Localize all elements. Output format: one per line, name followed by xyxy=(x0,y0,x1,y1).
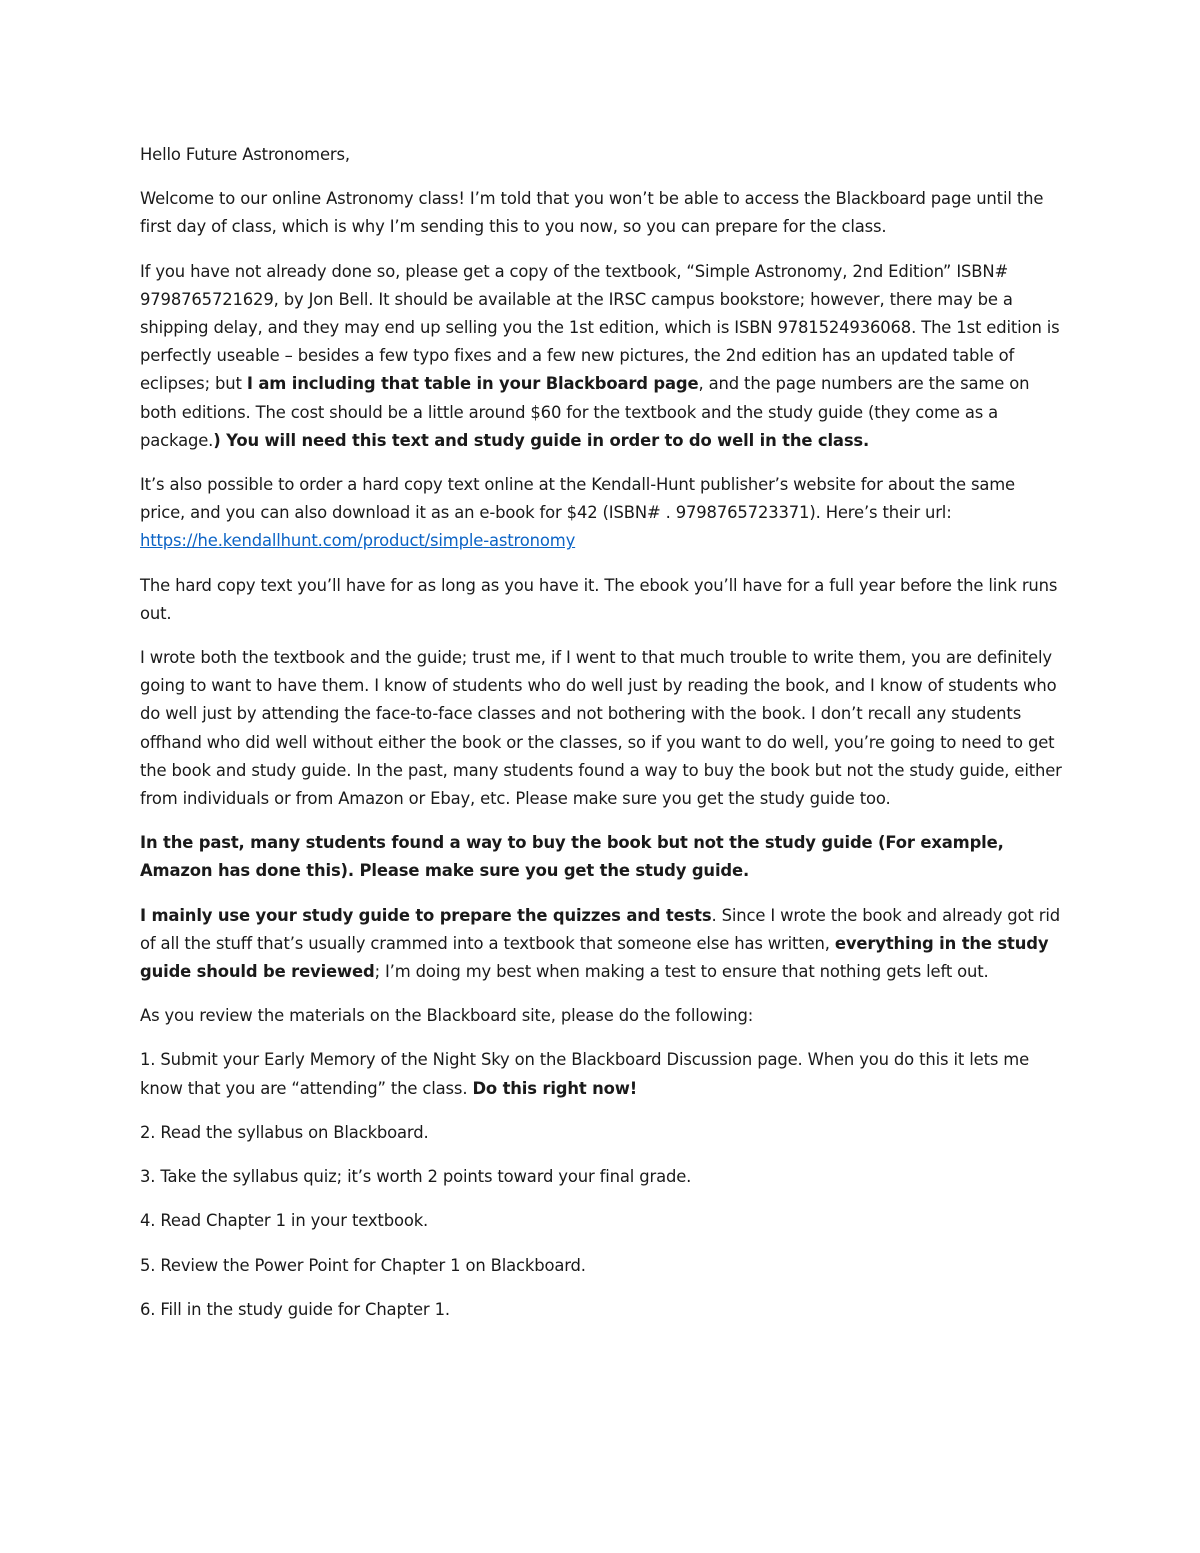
textbook-bold-table: I am including that table in your Blackboard page xyxy=(246,374,699,394)
paragraph-welcome: Welcome to our online Astronomy class! I’m told that you won’t be able to access the Blackboard page until the first day of class, which is why I’m sending this to you now, so you can prepare for the class. xyxy=(140,189,1044,237)
step-5: 5. Review the Power Point for Chapter 1 on Blackboard. xyxy=(140,1255,586,1275)
letter-body xyxy=(140,141,1062,1340)
study-guide-text: . Since I wrote the book and already got rid of all the stuff that’s usually crammed into a textbook that someone else has written, xyxy=(140,905,1061,953)
paragraph-order-online xyxy=(140,471,1062,556)
paragraph-instructions: As you review the materials on the Blackboard site, please do the following: xyxy=(140,1006,754,1026)
paragraph-study-guide xyxy=(140,902,1062,987)
paragraph-hardcopy: The hard copy text you’ll have for as long as you have it. The ebook you’ll have for a full year before the link runs out. xyxy=(140,575,1058,623)
step-1-bold: Do this right now! xyxy=(472,1078,638,1098)
study-guide-text-end: ; I’m doing my best when making a test to ensure that nothing gets left out. xyxy=(374,962,989,982)
study-guide-bold-1: I mainly use your study guide to prepare the quizzes and tests xyxy=(140,905,712,925)
paragraph-textbook xyxy=(140,258,1062,455)
step-4: 4. Read Chapter 1 in your textbook. xyxy=(140,1211,429,1231)
textbook-text: If you have not already done so, please get a copy of the textbook, “Simple Astronomy, 2nd Edition” ISBN# 9798765721629, by Jon Bell. It should be available at the IRSC campus bookstore; however, there may be a shipping delay, and they may end up selling you the 1st edition, which is ISBN 9781524936068. The 1st edition is perfectly useable – besides a few typo fixes and a few new pictures, the 2nd edition has an updated table of eclipses; but xyxy=(140,261,1060,394)
warning-bold: In the past, many students found a way to buy the book but not the study guide (For example, Amazon has done this). Please make sure you get the study guide. xyxy=(140,833,1004,881)
greeting: Hello Future Astronomers, xyxy=(140,145,350,164)
textbook-bold-need: ) You will need this text and study guide in order to do well in the class. xyxy=(213,430,870,450)
order-text: It’s also possible to order a hard copy text online at the Kendall-Hunt publisher’s website for about the same price, and you can also download it as an e-book for $42 (ISBN# . 9798765723371). Here’s their url: xyxy=(140,475,1015,523)
paragraph-author: I wrote both the textbook and the guide; trust me, if I went to that much trouble to write them, you are definitely going to want to have them. I know of students who do well just by reading the book, and I know of students who do well just by attending the face-to-face classes and not bothering with the book. I don’t recall any students offhand who did well without either the book or the classes, so if you want to do well, you’re going to need to get the book and study guide. In the past, many students found a way to buy the book but not the study guide, either from individuals or from Amazon or Ebay, etc. Please make sure you get the study guide too. xyxy=(140,648,1062,809)
step-1 xyxy=(140,1046,1062,1102)
step-6: 6. Fill in the study guide for Chapter 1. xyxy=(140,1299,450,1319)
study-guide-bold-2: everything in the study guide should be reviewed xyxy=(140,933,1049,982)
step-2: 2. Read the syllabus on Blackboard. xyxy=(140,1122,429,1142)
paragraph-warning xyxy=(140,829,1062,885)
textbook-text-cost: , and the page numbers are the same on both editions. The cost should be a little around $60 for the textbook and the study guide (they come as a package. xyxy=(140,374,1030,450)
step-1-text: 1. Submit your Early Memory of the Night Sky on the Blackboard Discussion page. When you do this it lets me know that you are “attending” the class. xyxy=(140,1050,1030,1098)
publisher-link[interactable]: https://he.kendallhunt.com/product/simple-astronomy xyxy=(140,531,576,551)
step-3: 3. Take the syllabus quiz; it’s worth 2 points toward your final grade. xyxy=(140,1167,692,1187)
